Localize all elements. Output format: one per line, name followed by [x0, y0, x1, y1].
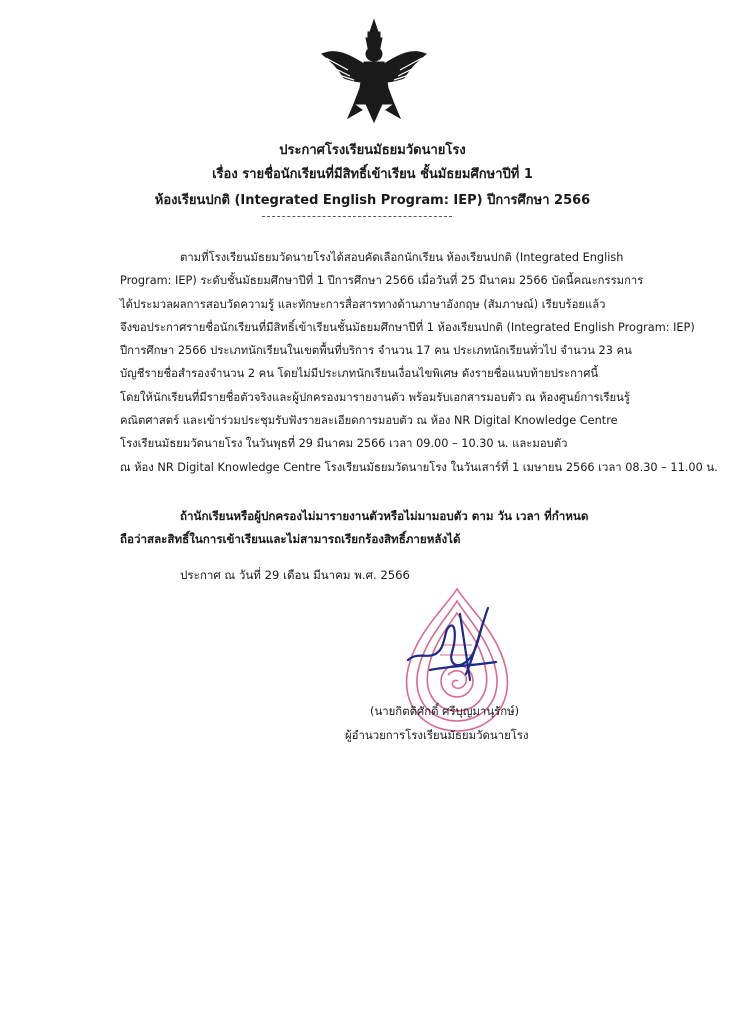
body-line: จึงขอประกาศรายชื่อนักเรียนที่มีสิทธิ์เข้าเรียนชั้นมัธยมศึกษาปีที่ 1 ห้องเรียนปกติ (Integrated English Program: IEP)	[120, 320, 695, 334]
body-line: ณ ห้อง NR Digital Knowledge Centre โรงเรียนมัธยมวัดนายโรง ในวันเสาร์ที่ 1 เมษายน 2566 เวลา 08.30 – 11.00 น.	[120, 460, 718, 474]
body-line: ตามที่โรงเรียนมัธยมวัดนายโรงได้สอบคัดเลือกนักเรียน ห้องเรียนปกติ (Integrated English	[180, 251, 624, 264]
body-line: บัญชีรายชื่อสำรองจำนวน 2 คน โดยไม่มีประเภทนักเรียนเงื่อนไขพิเศษ ดังรายชื่อแนบท้ายประกาศนี้	[120, 367, 599, 381]
header-title: ประกาศโรงเรียนมัธยมวัดนายโรง	[279, 143, 466, 158]
header-subject: เรื่อง รายชื่อนักเรียนที่มีสิทธิ์เข้าเรียน ชั้นมัธยมศึกษาปีที่ 1	[212, 167, 533, 182]
warning-line: ถือว่าสละสิทธิ์ในการเข้าเรียนและไม่สามารถเรียกร้องสิทธิ์ภายหลังได้	[120, 532, 461, 546]
signature-icon	[400, 600, 510, 690]
header-divider	[262, 216, 452, 217]
header-program: ห้องเรียนปกติ (Integrated English Program: IEP) ปีการศึกษา 2566	[154, 193, 591, 208]
body-line: คณิตศาสตร์ และเข้าร่วมประชุมรับฟังรายละเอียดการมอบตัว ณ ห้อง NR Digital Knowledge Centre	[120, 414, 618, 428]
body-line: โดยให้นักเรียนที่มีรายชื่อตัวจริงและผู้ปกครองมารายงานตัว พร้อมรับเอกสารมอบตัว ณ ห้องศูนย์การเรียนรู้	[120, 390, 630, 404]
signer-name: (นายกิตติศักดิ์ ศรีบุญมานุรักษ์)	[370, 704, 520, 718]
announcement-date: ประกาศ ณ วันที่ 29 เดือน มีนาคม พ.ศ. 2566	[180, 568, 410, 582]
body-line: Program: IEP) ระดับชั้นมัธยมศึกษาปีที่ 1 ปีการศึกษา 2566 เมื่อวันที่ 25 มีนาคม 2566 บัดนี้คณะกรรมการ	[120, 274, 644, 288]
body-paragraph	[120, 246, 718, 479]
body-line: ได้ประมวลผลการสอบวัดความรู้ และทักษะการสื่อสารทางด้านภาษาอังกฤษ (สัมภาษณ์) เรียบร้อยแล้ว	[120, 297, 606, 311]
body-line: โรงเรียนมัธยมวัดนายโรง ในวันพุธที่ 29 มีนาคม 2566 เวลา 09.00 – 10.30 น. และมอบตัว	[120, 437, 568, 451]
garuda-emblem-icon	[318, 18, 430, 126]
warning-line: ถ้านักเรียนหรือผู้ปกครองไม่มารายงานตัวหรือไม่มามอบตัว ตาม วัน เวลา ที่กำหนด	[180, 509, 589, 523]
signer-title: ผู้อำนวยการโรงเรียนมัธยมวัดนายโรง	[345, 728, 529, 742]
body-line: ปีการศึกษา 2566 ประเภทนักเรียนในเขตพื้นที่บริการ จำนวน 17 คน ประเภทนักเรียนทั่วไป จำนวน 23 คน	[120, 344, 632, 358]
warning-paragraph	[120, 505, 660, 551]
